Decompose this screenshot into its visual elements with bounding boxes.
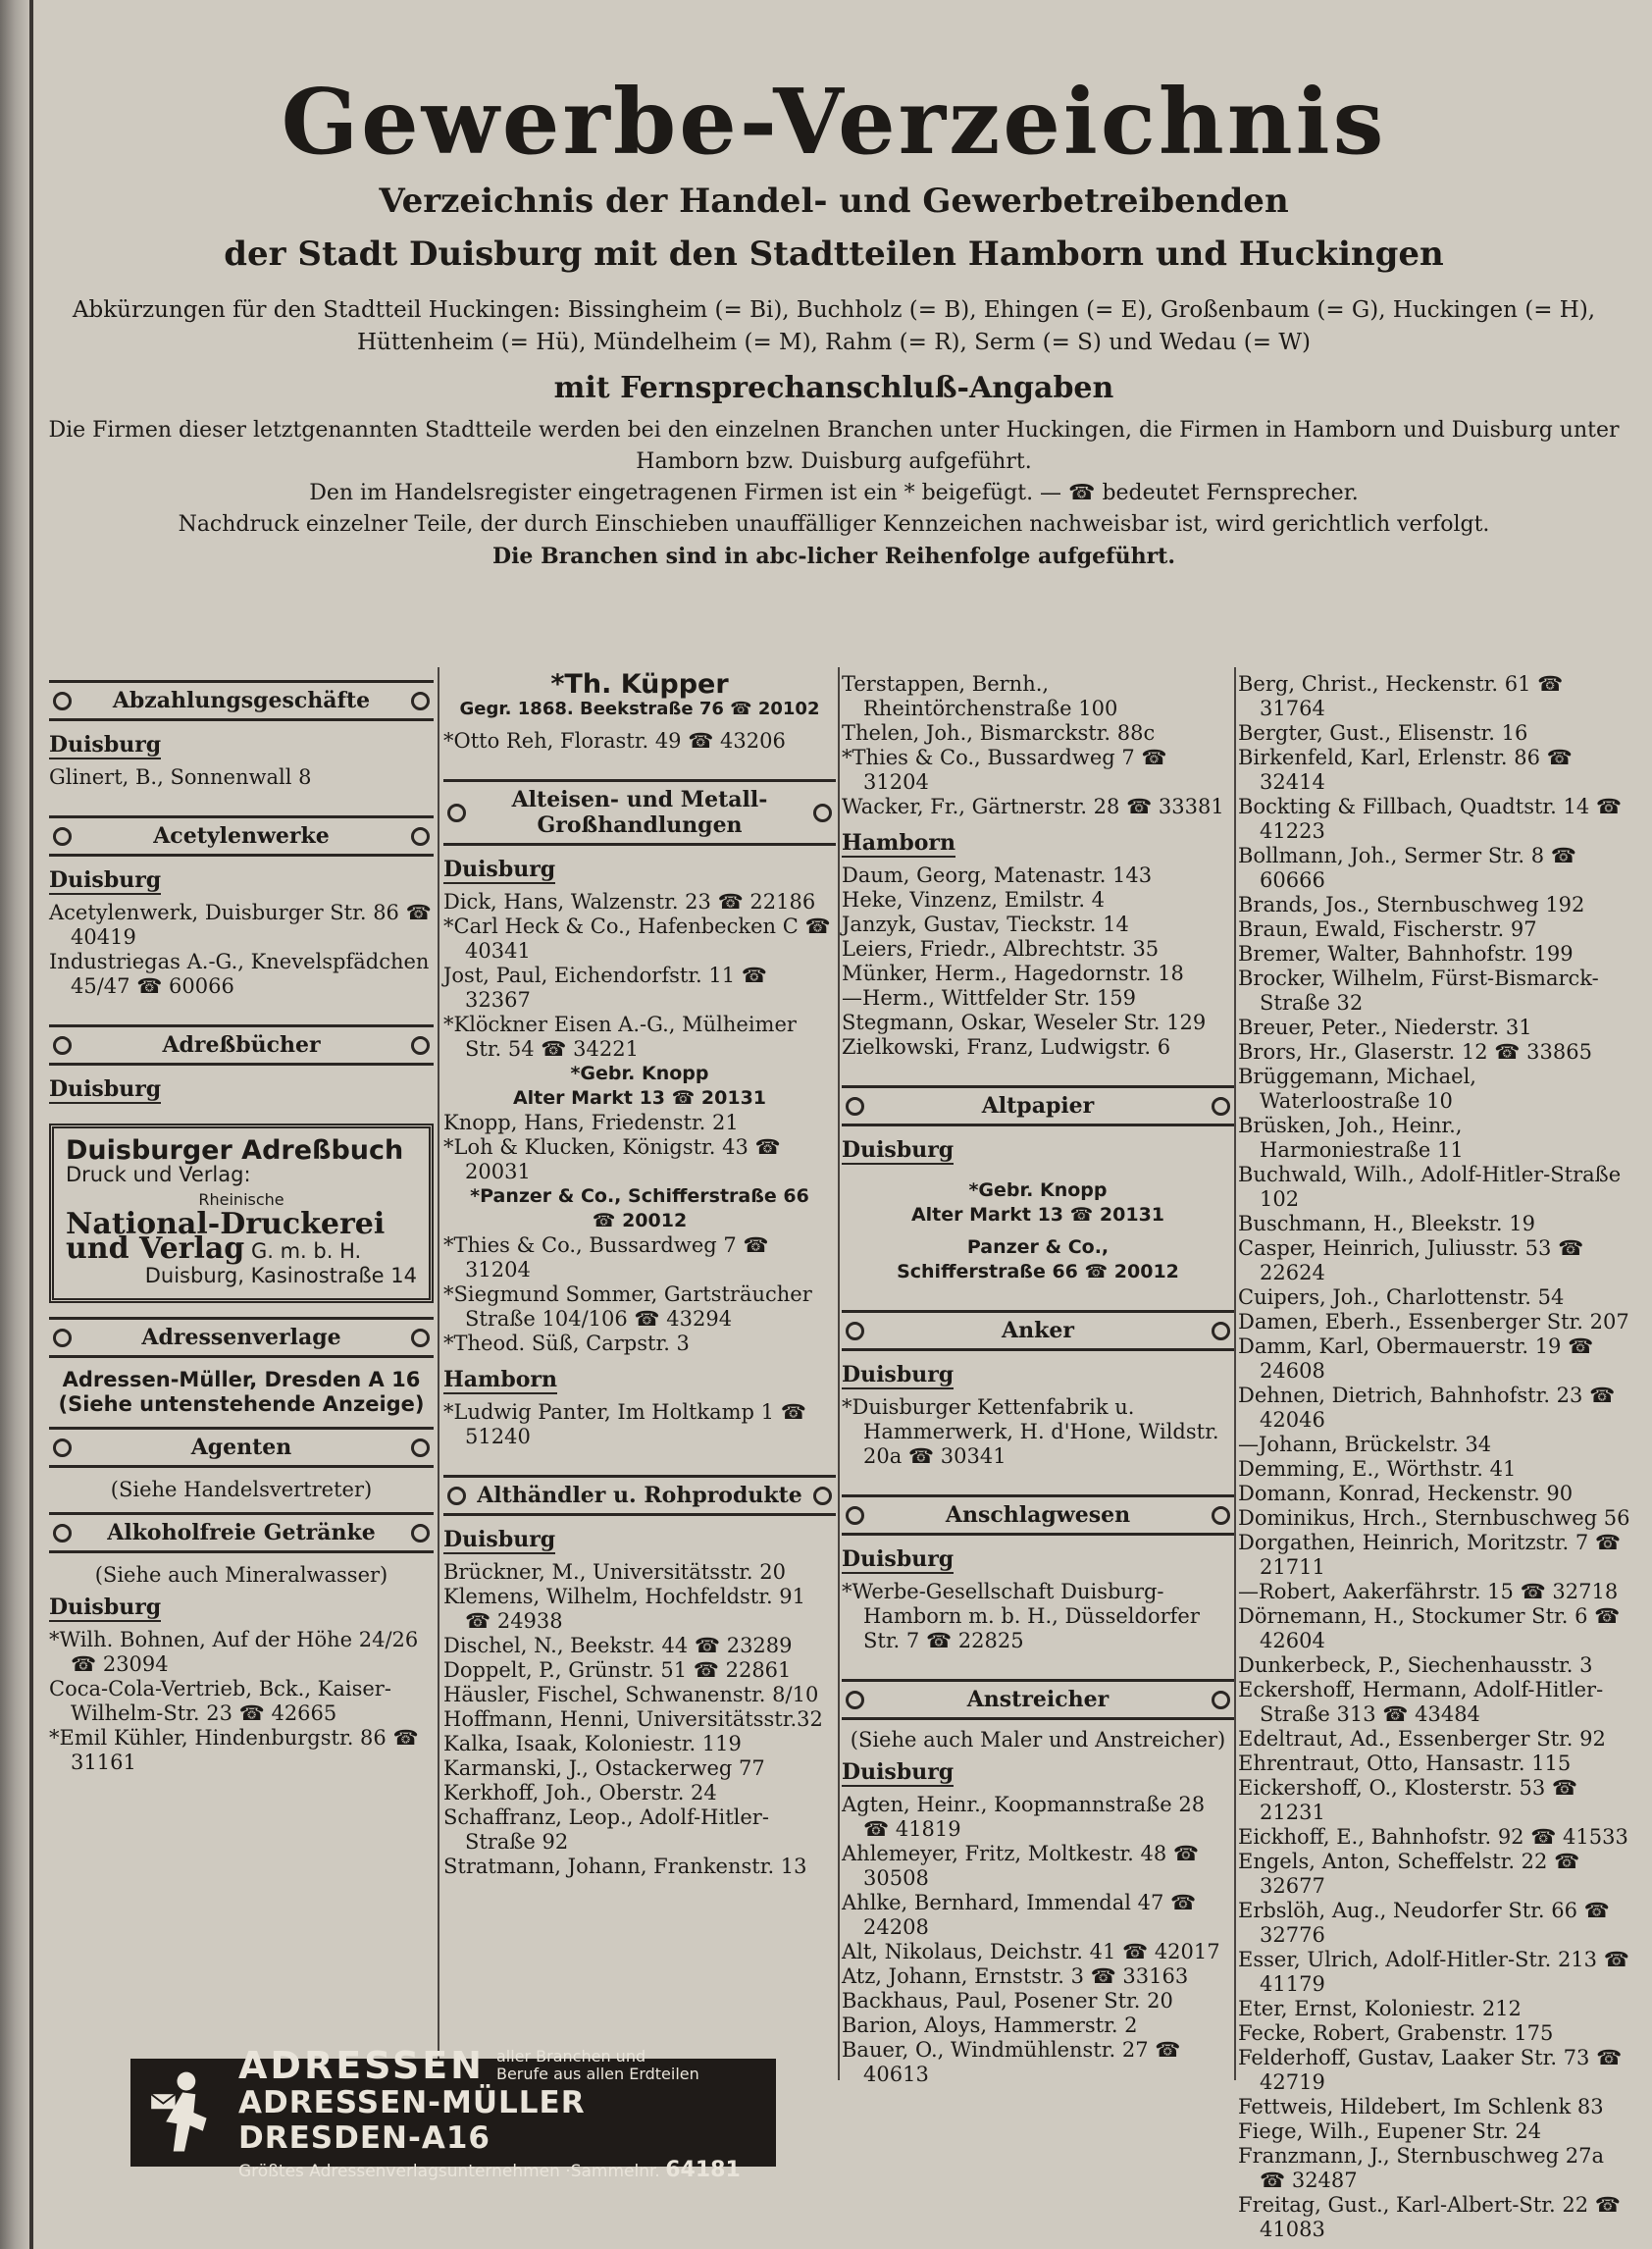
kuepper-ad-address: Gegr. 1868. Beekstraße 76 ☎ 20102 <box>459 699 820 719</box>
list-item: Ahlemeyer, Fritz, Moltkestr. 48 ☎ 30508 <box>842 1842 1200 1890</box>
list-item: Eter, Ernst, Koloniestr. 212 <box>1238 1997 1522 2020</box>
city-heading: Duisburg <box>842 1546 955 1572</box>
section-header <box>49 1317 434 1358</box>
city-heading: Duisburg <box>443 857 556 882</box>
list-item-highlight: Alter Markt 13 ☎ 20131 <box>512 1087 767 1109</box>
city-heading: Duisburg <box>842 1362 955 1387</box>
section-header <box>842 1679 1234 1720</box>
list-item: Hoffmann, Henni, Universitätsstr.32 <box>443 1707 823 1731</box>
city-heading: Duisburg <box>49 867 162 893</box>
bullet-icon <box>846 1097 864 1116</box>
list-item: Erbslöh, Aug., Neudorfer Str. 66 ☎ 32776 <box>1238 1899 1610 1947</box>
list-item: Bremer, Walter, Bahnhofstr. 199 <box>1238 942 1574 966</box>
list-item: *Duisburger Kettenfabrik u. Hammerwerk, H. d'Hone, Wildstr. 20a ☎ 30341 <box>842 1395 1219 1468</box>
ad-address: Duisburg, Kasinostraße 14 <box>144 1264 417 1287</box>
bullet-icon <box>846 1691 864 1709</box>
bullet-icon <box>411 1036 430 1055</box>
list-item: Buschmann, H., Bleekstr. 19 <box>1238 1212 1535 1235</box>
list-item: Stegmann, Oskar, Weseler Str. 129 <box>842 1011 1207 1034</box>
list-item: Barion, Aloys, Hammerstr. 2 <box>842 2014 1138 2037</box>
ad-publisher: und Verlag <box>66 1231 245 1266</box>
list-item: Dominikus, Hrch., Sternbuschweg 56 <box>1238 1506 1630 1530</box>
list-item: Freitag, Gust., Karl-Albert-Str. 22 ☎ 41083 <box>1238 2193 1621 2241</box>
list-item: Brückner, M., Universitätsstr. 20 <box>443 1560 787 1584</box>
list-item: Bockting & Fillbach, Quadtstr. 14 ☎ 41223 <box>1238 795 1623 843</box>
column-4 <box>1238 672 1630 2241</box>
abbreviation-note: Abkürzungen für den Stadtteil Huckingen: Bissingheim (= Bi), Buchholz (= B), Ehingen (= E), Großenbaum (= G), Huckingen (= H), Hüttenheim (= Hü), Mündelheim (= M), Rahm (= R), Serm (= S) und Wedau (= W) <box>72 297 1596 355</box>
section-title: Altpapier <box>981 1093 1095 1119</box>
column-2 <box>443 669 836 2144</box>
bullet-icon <box>53 1036 72 1055</box>
list-item: Agten, Heinr., Koopmannstraße 28 ☎ 41819 <box>842 1793 1206 1841</box>
section-title: Althändler u. Rohprodukte <box>477 1483 802 1508</box>
list-item: Bergter, Gust., Elisenstr. 16 <box>1238 721 1528 745</box>
bullet-icon <box>447 804 466 822</box>
list-item: Dorgathen, Heinrich, Moritzstr. 7 ☎ 21711 <box>1238 1531 1622 1579</box>
bullet-icon <box>53 827 72 846</box>
list-item-highlight: *Gebr. Knopp <box>570 1063 709 1084</box>
ad-text <box>238 2044 776 2182</box>
column-divider <box>438 667 439 2080</box>
kuepper-ad-name: *Th. Küpper <box>550 669 729 700</box>
adressbuch-advertisement <box>49 1124 434 1303</box>
section-header <box>49 1024 434 1066</box>
list-item: *Otto Reh, Florastr. 49 ☎ 43206 <box>443 729 786 753</box>
column-divider <box>838 667 840 2080</box>
bullet-icon <box>53 1524 72 1543</box>
bullet-icon <box>1212 1097 1230 1116</box>
list-item: Demming, E., Wörthstr. 41 <box>1238 1457 1517 1481</box>
list-item: *Carl Heck & Co., Hafenbecken C ☎ 40341 <box>443 915 831 963</box>
ad-company: ADRESSEN-MÜLLER DRESDEN-A16 <box>238 2084 586 2156</box>
list-item: Dick, Hans, Walzenstr. 23 ☎ 22186 <box>443 890 816 914</box>
subtitle-line-1: Verzeichnis der Handel- und Gewerbetreibenden <box>379 182 1289 221</box>
list-item: *Thies & Co., Bussardweg 7 ☎ 31204 <box>443 1233 769 1281</box>
list-item-highlight: ☎ 20012 <box>592 1210 688 1231</box>
section-title: Anker <box>1002 1318 1074 1343</box>
column-3 <box>842 672 1234 2144</box>
list-item: Münker, Herm., Hagedornstr. 18 <box>842 962 1184 985</box>
city-heading: Duisburg <box>842 1759 955 1785</box>
ad-line: Rheinische <box>198 1190 284 1209</box>
ad-tagline: Größtes Adressenverlagsunternehmen ·Sammelnr. <box>238 2161 660 2181</box>
list-item: Fettweis, Hildebert, Im Schlenk 83 <box>1238 2095 1604 2118</box>
list-item: Bauer, O., Windmühlenstr. 27 ☎ 40613 <box>842 2038 1181 2086</box>
list-item-highlight: *Gebr. Knopp <box>968 1179 1108 1201</box>
section-header <box>842 1085 1234 1126</box>
bullet-icon <box>1212 1506 1230 1525</box>
list-item-highlight: Panzer & Co., <box>966 1236 1110 1258</box>
bullet-icon <box>411 1329 430 1347</box>
list-item: Kerkhoff, Joh., Oberstr. 24 <box>443 1781 717 1804</box>
list-item: Janzyk, Gustav, Tieckstr. 14 <box>842 913 1129 936</box>
list-item: Brands, Jos., Sternbuschweg 192 <box>1238 893 1585 916</box>
list-item: *Thies & Co., Bussardweg 7 ☎ 31204 <box>842 746 1167 794</box>
list-item: Casper, Heinrich, Juliusstr. 53 ☎ 22624 <box>1238 1236 1584 1284</box>
section-title: Adreßbücher <box>162 1032 321 1058</box>
adressen-mueller-advertisement <box>130 2043 776 2182</box>
section-header <box>443 779 836 846</box>
list-item: —Johann, Brückelstr. 34 <box>1238 1433 1492 1456</box>
list-item: Dischel, N., Beekstr. 44 ☎ 23289 <box>443 1634 793 1657</box>
list-item: Edeltraut, Ad., Essenberger Str. 92 <box>1238 1727 1606 1751</box>
section-title: Acetylenwerke <box>153 823 330 849</box>
list-item-highlight: Schifferstraße 66 ☎ 20012 <box>897 1261 1179 1282</box>
list-item: Eckershoff, Hermann, Adolf-Hitler-Straße 313 ☎ 43484 <box>1238 1678 1604 1726</box>
section-header <box>49 1512 434 1553</box>
list-item: Engels, Anton, Scheffelstr. 22 ☎ 32677 <box>1238 1850 1580 1898</box>
bullet-icon <box>846 1322 864 1340</box>
list-item: Dunkerbeck, P., Siechenhausstr. 3 <box>1238 1653 1593 1677</box>
section-title: Alkoholfreie Getränke <box>107 1520 376 1545</box>
list-item: Domann, Konrad, Heckenstr. 90 <box>1238 1482 1574 1505</box>
note-copyright: Nachdruck einzelner Teile, der durch Einschieben unauffälliger Kennzeichen nachweisbar ist, wird gerichtlich verfolgt. <box>178 512 1490 537</box>
list-item: Eickershoff, O., Klosterstr. 53 ☎ 21231 <box>1238 1776 1578 1824</box>
list-item: Leiers, Friedr., Albrechtstr. 35 <box>842 937 1160 961</box>
column-1 <box>49 672 434 2144</box>
list-item: Breuer, Peter., Niederstr. 31 <box>1238 1016 1532 1039</box>
list-item: Knopp, Hans, Friedenstr. 21 <box>443 1111 739 1134</box>
section-title: Agenten <box>190 1435 292 1460</box>
list-item: Fecke, Robert, Grabenstr. 175 <box>1238 2021 1554 2045</box>
bullet-icon <box>447 1487 466 1505</box>
bullet-icon <box>411 827 430 846</box>
list-item: Bollmann, Joh., Sermer Str. 8 ☎ 60666 <box>1238 844 1576 892</box>
binding-line <box>29 0 33 2249</box>
note-firms: Die Firmen dieser letztgenannten Stadtteile werden bei den einzelnen Branchen unter Huckingen, die Firmen in Hamborn und Duisburg unter Hamborn bzw. Duisburg aufgeführt. <box>48 418 1620 474</box>
list-item: Terstappen, Bernh., Rheintörchenstraße 100 <box>842 672 1118 720</box>
list-item: Brüsken, Joh., Heinr., Harmoniestraße 11 <box>1238 1114 1464 1162</box>
ad-publisher: National-Druckerei <box>66 1207 386 1241</box>
bullet-icon <box>411 1438 430 1457</box>
list-item: (Siehe auch Mineralwasser) <box>94 1563 388 1587</box>
list-item: Stratmann, Johann, Frankenstr. 13 <box>443 1855 807 1878</box>
list-item: *Theod. Süß, Carpstr. 3 <box>443 1332 690 1355</box>
list-item: Zielkowski, Franz, Ludwigstr. 6 <box>842 1035 1171 1059</box>
list-item: Brors, Hr., Glaserstr. 12 ☎ 33865 <box>1238 1040 1592 1064</box>
list-item: Jost, Paul, Eichendorfstr. 11 ☎ 32367 <box>443 964 767 1012</box>
list-item: —Herm., Wittfelder Str. 159 <box>842 986 1137 1010</box>
fernsprech-heading: mit Fernsprechanschluß-Angaben <box>553 371 1114 405</box>
list-item: Backhaus, Paul, Posener Str. 20 <box>842 1989 1173 2013</box>
list-item: Damen, Eberh., Essenberger Str. 207 <box>1238 1310 1629 1334</box>
list-item: Ehrentraut, Otto, Hansastr. 115 <box>1238 1752 1572 1775</box>
list-item: Coca-Cola-Vertrieb, Bck., Kaiser-Wilhelm-Str. 23 ☎ 42665 <box>49 1677 391 1725</box>
list-item: Fiege, Wilh., Eupener Str. 24 <box>1238 2119 1542 2143</box>
section-header <box>49 680 434 721</box>
list-item: Alt, Nikolaus, Deichstr. 41 ☎ 42017 <box>842 1940 1220 1963</box>
ad-subline: aller Branchen und <box>495 2046 646 2066</box>
city-heading: Hamborn <box>842 830 955 856</box>
ad-word: ADRESSEN <box>238 2043 485 2087</box>
list-item: Ahlke, Bernhard, Immendal 47 ☎ 24208 <box>842 1891 1197 1939</box>
city-heading: Duisburg <box>842 1137 955 1163</box>
list-item: Klemens, Wilhelm, Hochfeldstr. 91 ☎ 24938 <box>443 1585 806 1633</box>
bullet-icon <box>813 1487 832 1505</box>
city-heading: Duisburg <box>49 732 162 758</box>
list-item: Damm, Karl, Obermauerstr. 19 ☎ 24608 <box>1238 1334 1594 1383</box>
list-item: Atz, Johann, Ernststr. 3 ☎ 33163 <box>842 1964 1189 1988</box>
city-heading: Duisburg <box>49 1595 162 1620</box>
list-item: Birkenfeld, Karl, Erlenstr. 86 ☎ 32414 <box>1238 746 1573 794</box>
list-item: Adressen-Müller, Dresden A 16 <box>62 1368 421 1391</box>
note-register: Den im Handelsregister eingetragenen Firmen ist ein * beigefügt. — ☎ bedeutet Fernsprecher. <box>309 481 1359 505</box>
list-item: Eickhoff, E., Bahnhofstr. 92 ☎ 41533 <box>1238 1825 1628 1849</box>
list-item: *Emil Kühler, Hindenburgstr. 86 ☎ 31161 <box>49 1726 419 1774</box>
ad-subline: Berufe aus allen Erdteilen <box>495 2064 699 2083</box>
list-item: —Robert, Aakerfährstr. 15 ☎ 32718 <box>1238 1580 1619 1603</box>
subtitle-line-2: der Stadt Duisburg mit den Stadtteilen Hamborn und Huckingen <box>224 235 1444 274</box>
list-item: Buchwald, Wilh., Adolf-Hitler-Straße 102 <box>1238 1163 1622 1211</box>
bullet-icon <box>1212 1691 1230 1709</box>
page-title: Gewerbe-Verzeichnis <box>281 69 1387 175</box>
bullet-icon <box>846 1506 864 1525</box>
list-item-highlight: Alter Markt 13 ☎ 20131 <box>910 1204 1165 1226</box>
list-item: Schaffranz, Leop., Adolf-Hitler-Straße 92 <box>443 1805 769 1854</box>
ad-line: Druck und Verlag: <box>66 1163 251 1186</box>
list-item-highlight: *Panzer & Co., Schifferstraße 66 <box>470 1185 809 1207</box>
section-title: Anschlagwesen <box>945 1502 1131 1528</box>
bullet-icon <box>813 804 832 822</box>
list-item: Wacker, Fr., Gärtnerstr. 28 ☎ 33381 <box>842 795 1224 818</box>
list-item: Dehnen, Dietrich, Bahnhofstr. 23 ☎ 42046 <box>1238 1384 1616 1432</box>
list-item: (Siehe untenstehende Anzeige) <box>58 1392 425 1416</box>
list-item: Franzmann, J., Sternbuschweg 27a ☎ 32487 <box>1238 2144 1604 2192</box>
list-item: *Wilh. Bohnen, Auf der Höhe 24/26 ☎ 23094 <box>49 1628 419 1676</box>
list-item: Heke, Vinzenz, Emilstr. 4 <box>842 888 1106 912</box>
list-item: Brüggemann, Michael, Waterloostraße 10 <box>1238 1065 1476 1113</box>
messenger-figure-icon <box>138 2066 231 2159</box>
section-title: Adressenverlage <box>141 1325 341 1350</box>
list-item: Berg, Christ., Heckenstr. 61 ☎ 31764 <box>1238 672 1564 720</box>
column-divider <box>1234 667 1236 2080</box>
bullet-icon <box>53 1329 72 1347</box>
section-header <box>49 1427 434 1468</box>
list-item: *Klöckner Eisen A.-G., Mülheimer Str. 54 ☎ 34221 <box>443 1013 797 1061</box>
city-heading: Hamborn <box>443 1367 557 1392</box>
list-item: Thelen, Joh., Bismarckstr. 88c <box>842 721 1156 745</box>
note-order: Die Branchen sind in abc-licher Reihenfolge aufgeführt. <box>492 544 1175 569</box>
section-title: Anstreicher <box>966 1687 1110 1712</box>
list-item: Häusler, Fischel, Schwanenstr. 8/10 <box>443 1683 819 1706</box>
bullet-icon <box>1212 1322 1230 1340</box>
bullet-icon <box>53 1438 72 1457</box>
book-spine-shadow <box>0 0 33 2249</box>
list-item: Glinert, B., Sonnenwall 8 <box>49 765 312 789</box>
page-header <box>39 69 1628 572</box>
ad-phone: 64181 <box>665 2157 741 2182</box>
list-item: *Werbe-Gesellschaft Duisburg-Hamborn m. b. H., Düsseldorfer Str. 7 ☎ 22825 <box>842 1580 1200 1652</box>
list-item: Karmanski, J., Ostackerweg 77 <box>443 1756 765 1780</box>
list-item: Cuipers, Joh., Charlottenstr. 54 <box>1238 1285 1565 1309</box>
list-item: Esser, Ulrich, Adolf-Hitler-Str. 213 ☎ 41179 <box>1238 1948 1629 1996</box>
section-title: Abzahlungsgeschäfte <box>112 688 371 713</box>
list-item: *Loh & Klucken, Königstr. 43 ☎ 20031 <box>443 1135 781 1183</box>
list-item: Felderhoff, Gustav, Laaker Str. 73 ☎ 42719 <box>1238 2046 1623 2094</box>
ad-title: Duisburger Adreßbuch <box>66 1135 404 1166</box>
section-title: Alteisen- und Metall-Großhandlungen <box>511 787 768 838</box>
list-item: (Siehe Handelsvertreter) <box>110 1478 373 1501</box>
list-item: *Siegmund Sommer, Gartsträucher Straße 104/106 ☎ 43294 <box>443 1282 812 1331</box>
list-item: Kalka, Isaak, Koloniestr. 119 <box>443 1732 742 1755</box>
list-item: Industriegas A.-G., Knevelspfädchen 45/47 ☎ 60066 <box>49 950 430 998</box>
city-heading: Duisburg <box>443 1527 556 1552</box>
bullet-icon <box>411 692 430 710</box>
section-header <box>842 1310 1234 1351</box>
list-item: *Ludwig Panter, Im Holtkamp 1 ☎ 51240 <box>443 1400 806 1448</box>
ad-line: G. m. b. H. <box>250 1239 362 1263</box>
city-heading: Duisburg <box>49 1076 162 1102</box>
list-item: Brocker, Wilhelm, Fürst-Bismarck-Straße 32 <box>1238 967 1599 1015</box>
list-item: Doppelt, P., Grünstr. 51 ☎ 22861 <box>443 1658 792 1682</box>
section-header <box>443 1475 836 1516</box>
list-item: Braun, Ewald, Fischerstr. 97 <box>1238 917 1537 941</box>
list-item: Dörnemann, H., Stockumer Str. 6 ☎ 42604 <box>1238 1604 1621 1652</box>
bullet-icon <box>411 1524 430 1543</box>
section-header <box>49 815 434 857</box>
section-header <box>842 1494 1234 1536</box>
bullet-icon <box>53 692 72 710</box>
list-item: Acetylenwerk, Duisburger Str. 86 ☎ 40419 <box>49 901 432 949</box>
list-item: (Siehe auch Maler und Anstreicher) <box>850 1728 1226 1752</box>
list-item: Daum, Georg, Matenastr. 143 <box>842 863 1153 887</box>
